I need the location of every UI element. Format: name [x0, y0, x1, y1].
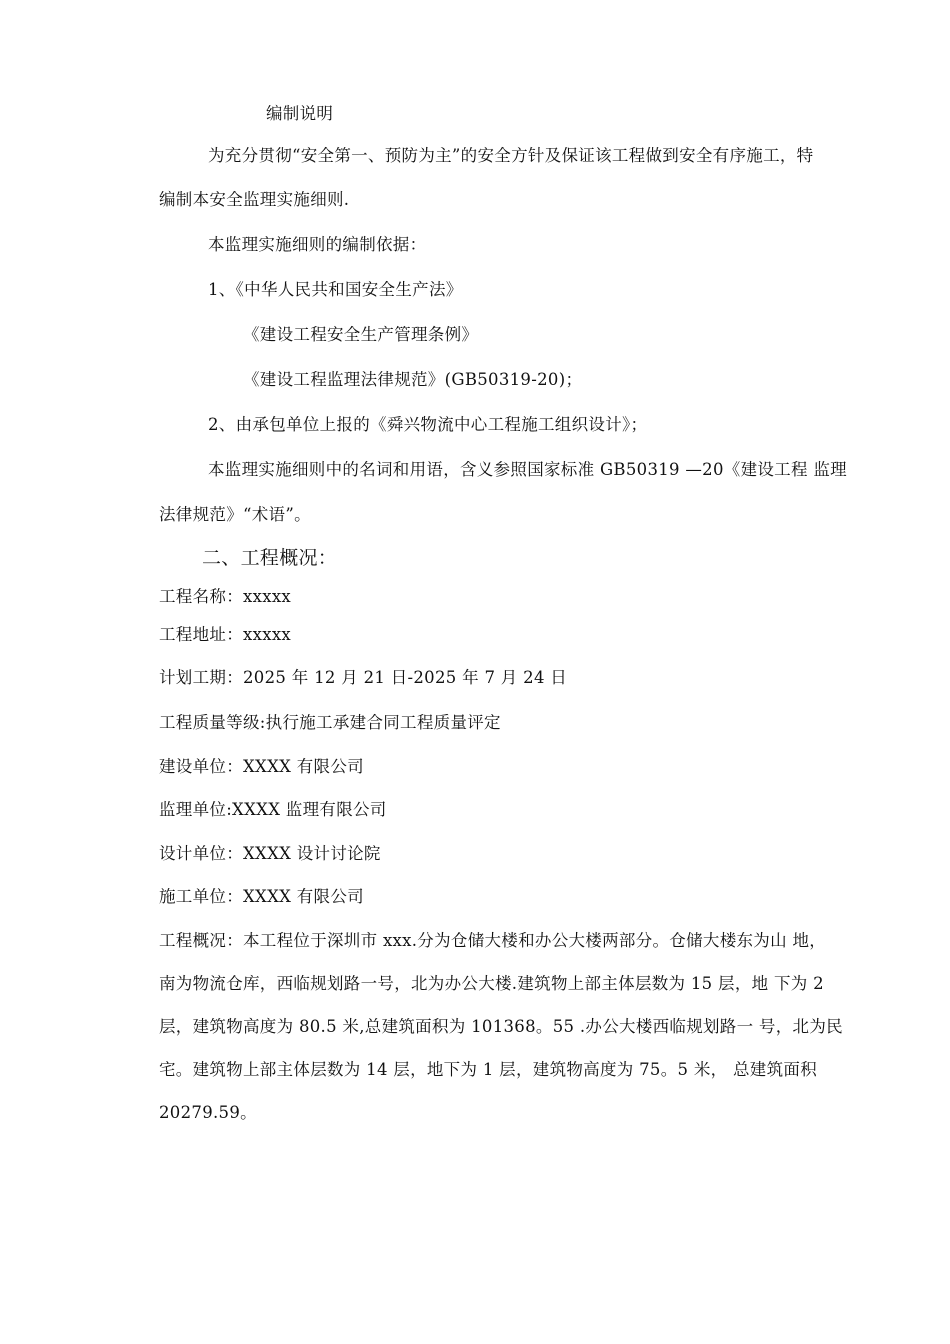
basis-item-2: 2、由承包单位上报的《舜兴物流中心工程施工组织设计》； [208, 415, 648, 434]
section2-title: 二、工程概况： [202, 547, 338, 569]
overview-line-1: 工程概况：本工程位于深圳市 xxx.分为仓储大楼和办公大楼两部分。仓储大楼东为山 地， [159, 931, 827, 950]
intro-line-2: 编制本安全监理实施细则. [159, 190, 350, 209]
basis-item-1: 1、《中华人民共和国安全生产法》 [208, 280, 463, 299]
basis-title: 本监理实施细则的编制依据： [208, 235, 427, 254]
project-quality: 工程质量等级:执行施工承建合同工程质量评定 [159, 713, 501, 732]
project-address: 工程地址：xxxxx [159, 625, 292, 644]
terms-line-2: 法律规范》“术语”。 [159, 505, 311, 524]
basis-item-1b: 《建设工程安全生产管理条例》 [243, 325, 479, 344]
builder-unit: 建设单位：XXXX 有限公司 [159, 757, 364, 776]
overview-line-4: 宅。建筑物上部主体层数为 14 层，地下为 1 层，建筑物高度为 75。5 米， 总建筑面积 [159, 1060, 818, 1079]
project-schedule: 计划工期：2025 年 12 月 21 日-2025 年 7 月 24 日 [159, 668, 568, 687]
overview-line-2: 南为物流仓库，西临规划路一号，北为办公大楼.建筑物上部主体层数为 15 层，地 下为 2 [159, 974, 824, 993]
constructor-unit: 施工单位：XXXX 有限公司 [159, 887, 364, 906]
overview-line-5: 20279.59。 [159, 1103, 257, 1122]
intro-line-1: 为充分贯彻“安全第一、预防为主”的安全方针及保证该工程做到安全有序施工，特 [208, 146, 814, 165]
basis-item-1c: 《建设工程监理法律规范》(GB50319-20)； [243, 370, 583, 389]
terms-line-1: 本监理实施细则中的名词和用语，含义参照国家标准 GB50319 —20《建设工程 监理 [208, 460, 847, 479]
section1-title: 编制说明 [266, 104, 334, 123]
supervisor-unit: 监理单位:XXXX 监理有限公司 [159, 800, 387, 819]
project-name: 工程名称：xxxxx [159, 587, 292, 606]
overview-line-3: 层，建筑物高度为 80.5 米,总建筑面积为 101368。55 .办公大楼西临规划路一 号，北为民 [159, 1017, 843, 1036]
designer-unit: 设计单位：XXXX 设计讨论院 [159, 844, 381, 863]
